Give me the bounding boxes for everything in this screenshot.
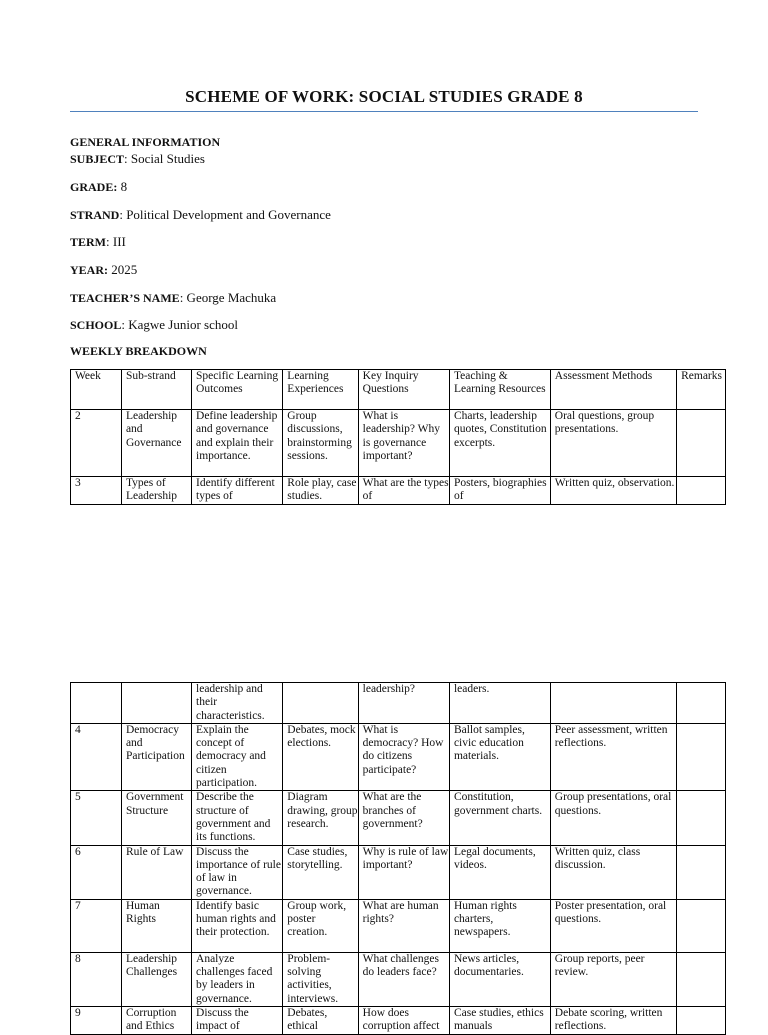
cell-week: 4 xyxy=(71,723,122,790)
cell-experiences: Role play, case studies. xyxy=(283,477,358,505)
table-row xyxy=(71,1006,726,1034)
cell-week: 7 xyxy=(71,899,122,952)
cell-inquiry: What is leadership? Why is governance important? xyxy=(358,410,449,477)
year-label: YEAR: xyxy=(70,263,108,277)
cell-assessment: Oral questions, group presentations. xyxy=(550,410,676,477)
cell-remarks xyxy=(677,683,726,724)
table-header-row xyxy=(71,370,726,410)
strand-line xyxy=(70,207,331,223)
cell-assessment: Group presentations, oral questions. xyxy=(550,791,676,845)
cell-resources: leaders. xyxy=(449,683,550,724)
cell-experiences: Diagram drawing, group research. xyxy=(283,791,358,845)
cell-sub-strand: Democracy and Participation xyxy=(121,723,191,790)
subject-label: SUBJECT xyxy=(70,152,125,166)
table-row xyxy=(71,899,726,952)
strand-value: : Political Development and Governance xyxy=(119,207,331,222)
grade-label: GRADE: xyxy=(70,180,118,194)
cell-remarks xyxy=(677,791,726,845)
cell-sub-strand: Corruption and Ethics xyxy=(121,1006,191,1034)
cell-assessment xyxy=(550,683,676,724)
teacher-label: TEACHER’S NAME xyxy=(70,291,180,305)
title-underline xyxy=(70,111,698,112)
cell-week: 3 xyxy=(71,477,122,505)
table-row xyxy=(71,723,726,790)
cell-week xyxy=(71,683,122,724)
cell-outcomes: Discuss the importance of rule of law in governance. xyxy=(192,845,283,899)
cell-week: 2 xyxy=(71,410,122,477)
table-row xyxy=(71,683,726,724)
cell-week: 9 xyxy=(71,1006,122,1034)
header-sub-strand: Sub-strand xyxy=(121,370,191,410)
cell-assessment: Peer assessment, written reflections. xyxy=(550,723,676,790)
cell-experiences: Debates, mock elections. xyxy=(283,723,358,790)
table-row xyxy=(71,952,726,1006)
cell-remarks xyxy=(677,952,726,1006)
table-row xyxy=(71,477,726,505)
cell-experiences: Case studies, storytelling. xyxy=(283,845,358,899)
cell-assessment: Debate scoring, written reflections. xyxy=(550,1006,676,1034)
cell-resources: Posters, biographies of xyxy=(449,477,550,505)
teacher-line xyxy=(70,290,276,306)
cell-resources: Constitution, government charts. xyxy=(449,791,550,845)
cell-inquiry: What are the types of xyxy=(358,477,449,505)
cell-experiences: Problem-solving activities, interviews. xyxy=(283,952,358,1006)
school-line xyxy=(70,317,238,333)
cell-resources: Human rights charters, newspapers. xyxy=(449,899,550,952)
cell-sub-strand: Government Structure xyxy=(121,791,191,845)
cell-remarks xyxy=(677,410,726,477)
table-row xyxy=(71,410,726,477)
header-week: Week xyxy=(71,370,122,410)
cell-experiences: Group discussions, brainstorming sessions. xyxy=(283,410,358,477)
cell-outcomes: Analyze challenges faced by leaders in governance. xyxy=(192,952,283,1006)
cell-remarks xyxy=(677,477,726,505)
cell-resources: Legal documents, videos. xyxy=(449,845,550,899)
cell-inquiry: Why is rule of law important? xyxy=(358,845,449,899)
term-label: TERM xyxy=(70,235,106,249)
cell-sub-strand xyxy=(121,683,191,724)
cell-inquiry: What challenges do leaders face? xyxy=(358,952,449,1006)
table-row xyxy=(71,791,726,845)
cell-experiences xyxy=(283,683,358,724)
cell-assessment: Written quiz, class discussion. xyxy=(550,845,676,899)
grade-line xyxy=(70,179,127,195)
cell-inquiry: How does corruption affect xyxy=(358,1006,449,1034)
header-remarks: Remarks xyxy=(677,370,726,410)
cell-outcomes: Describe the structure of government and its functions. xyxy=(192,791,283,845)
weekly-breakdown-heading: WEEKLY BREAKDOWN xyxy=(70,344,207,358)
cell-experiences: Group work, poster creation. xyxy=(283,899,358,952)
cell-sub-strand: Types of Leadership xyxy=(121,477,191,505)
header-inquiry-questions: Key Inquiry Questions xyxy=(358,370,449,410)
teacher-value: : George Machuka xyxy=(179,290,277,305)
cell-resources: Charts, leadership quotes, Constitution excerpts. xyxy=(449,410,550,477)
cell-assessment: Written quiz, observation. xyxy=(550,477,676,505)
year-value: 2025 xyxy=(108,262,138,277)
school-label: SCHOOL xyxy=(70,318,122,332)
cell-remarks xyxy=(677,723,726,790)
cell-outcomes: Explain the concept of democracy and citizen participation. xyxy=(192,723,283,790)
cell-assessment: Poster presentation, oral questions. xyxy=(550,899,676,952)
cell-outcomes: Identify basic human rights and their protection. xyxy=(192,899,283,952)
term-value: : III xyxy=(106,234,126,249)
cell-outcomes: Define leadership and governance and explain their importance. xyxy=(192,410,283,477)
cell-inquiry: What is democracy? How do citizens participate? xyxy=(358,723,449,790)
year-line xyxy=(70,262,137,278)
subject-value: : Social Studies xyxy=(124,151,205,166)
cell-resources: Ballot samples, civic education materials. xyxy=(449,723,550,790)
header-assessment: Assessment Methods xyxy=(550,370,676,410)
subject-line xyxy=(70,151,205,167)
cell-sub-strand: Rule of Law xyxy=(121,845,191,899)
cell-sub-strand: Leadership and Governance xyxy=(121,410,191,477)
header-experiences: Learning Experiences xyxy=(283,370,358,410)
cell-remarks xyxy=(677,899,726,952)
cell-remarks xyxy=(677,1006,726,1034)
cell-week: 5 xyxy=(71,791,122,845)
cell-outcomes: Discuss the impact of xyxy=(192,1006,283,1034)
weekly-breakdown-table-page-1 xyxy=(70,369,726,505)
cell-week: 8 xyxy=(71,952,122,1006)
cell-sub-strand: Leadership Challenges xyxy=(121,952,191,1006)
cell-inquiry: What are human rights? xyxy=(358,899,449,952)
header-resources: Teaching & Learning Resources xyxy=(449,370,550,410)
cell-inquiry: leadership? xyxy=(358,683,449,724)
general-info-heading: GENERAL INFORMATION xyxy=(70,135,221,149)
document-title: SCHEME OF WORK: SOCIAL STUDIES GRADE 8 xyxy=(185,87,583,106)
school-value: : Kagwe Junior school xyxy=(121,317,238,332)
cell-remarks xyxy=(677,845,726,899)
grade-value: 8 xyxy=(117,179,128,194)
table-row xyxy=(71,845,726,899)
term-line xyxy=(70,234,126,250)
cell-week: 6 xyxy=(71,845,122,899)
cell-assessment: Group reports, peer review. xyxy=(550,952,676,1006)
cell-sub-strand: Human Rights xyxy=(121,899,191,952)
cell-resources: Case studies, ethics manuals xyxy=(449,1006,550,1034)
strand-label: STRAND xyxy=(70,208,120,222)
cell-inquiry: What are the branches of government? xyxy=(358,791,449,845)
cell-resources: News articles, documentaries. xyxy=(449,952,550,1006)
header-outcomes: Specific Learning Outcomes xyxy=(192,370,283,410)
weekly-breakdown-table-page-2 xyxy=(70,682,726,1035)
cell-experiences: Debates, ethical xyxy=(283,1006,358,1034)
cell-outcomes: Identify different types of xyxy=(192,477,283,505)
cell-outcomes: leadership and their characteristics. xyxy=(192,683,283,724)
